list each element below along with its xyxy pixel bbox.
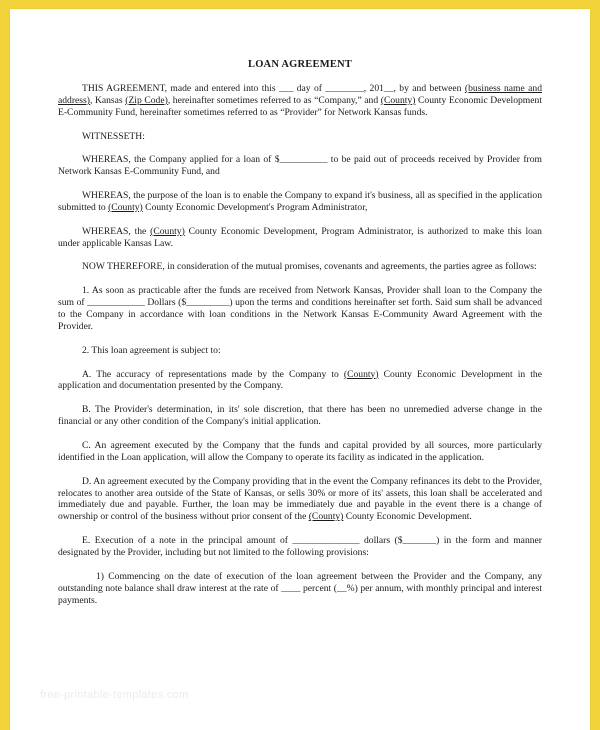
clause-c: C. An agreement executed by the Company that the funds and capital provided by all sources, more particularly identified in the Loan application, will allow the Company to operate its facility as indicated in the application. [58,439,542,463]
document-body [58,59,542,618]
whereas-paragraph-1: WHEREAS, the Company applied for a loan of $__________ to be paid out of proceeds received by Provider from Network Kansas E-Community Fund, and [58,154,542,178]
county-placeholder: (County) [308,511,344,523]
clause-e: E. Execution of a note in the principal amount of ______________ dollars ($_______) in the form and manner designated by the Provider, including but not limited to the following provisions: [58,535,542,559]
clause-e-1: 1) Commencing on the date of execution of the loan agreement between the Provider and the Company, any outstanding note balance shall draw interest at the rate of ____ percent (__%) per annum, with monthly principal and interest payments. [58,570,542,606]
zip-code-placeholder: (Zip Code) [125,94,168,106]
county-placeholder: (County) [108,201,143,213]
whereas-paragraph-3: WHEREAS, the (County) County Economic Development, Program Administrator, is authorized to make this loan under applicable Kansas Law. [58,225,542,249]
clause-1: 1. As soon as practicable after the funds are received from Network Kansas, Provider shall loan to the Company the sum of ____________ Dollars ($_________) upon the terms and conditions hereinafter set forth. Said sum shall be advanced to the Company in accordance with loan conditions in the Network Kansas E-Community Award Agreement with the Provider. [58,285,542,332]
intro-paragraph: THIS AGREEMENT, made and entered into this ___ day of ________, 201__, by and between (business name and address), Kansas (Zip Code), hereinafter sometimes referred to as “Company,” and (County) County Economic Development E-Community Fund, hereinafter sometimes referred to as “Provider” for Network Kansas funds. [58,82,542,118]
watermark-text: free-printable-templates.com [40,689,189,701]
now-therefore-paragraph: NOW THEREFORE, in consideration of the mutual promises, covenants and agreements, the parties agree as follows: [82,261,537,273]
clause-b: B. The Provider's determination, in its' sole discretion, that there has been no unremedied adverse change in the financial or any other condition of the Company's initial application. [58,404,542,428]
document-page [10,9,590,730]
witnesseth-heading: WITNESSETH: [82,130,145,142]
whereas-paragraph-2: WHEREAS, the purpose of the loan is to enable the Company to expand it's business, all as specified in the application submitted to (County) County Economic Development's Program Administrator, [58,190,542,213]
county-placeholder: (County) [380,94,416,106]
business-name-placeholder: (business name and address) [58,82,542,106]
clause-a: A. The accuracy of representations made by the Company to (County) County Economic Development in the application and documentation presented by the Company. [58,368,542,392]
county-placeholder: (County) [150,225,185,237]
clause-2: 2. This loan agreement is subject to: [82,344,221,356]
document-title: LOAN AGREEMENT [247,59,353,70]
clause-d: D. An agreement executed by the Company providing that in the event the Company refinances its debt to the Provider, relocates to another area outside of the State of Kansas, or sells 30% or more of its' assets, this loan shall be accelerated and immediately due and payable. Further, the loan may be immediately due and payable in the event there is a change of ownership or control of the business without prior consent of the (County) County Economic Development. [58,475,542,523]
county-placeholder: (County) [343,368,379,380]
